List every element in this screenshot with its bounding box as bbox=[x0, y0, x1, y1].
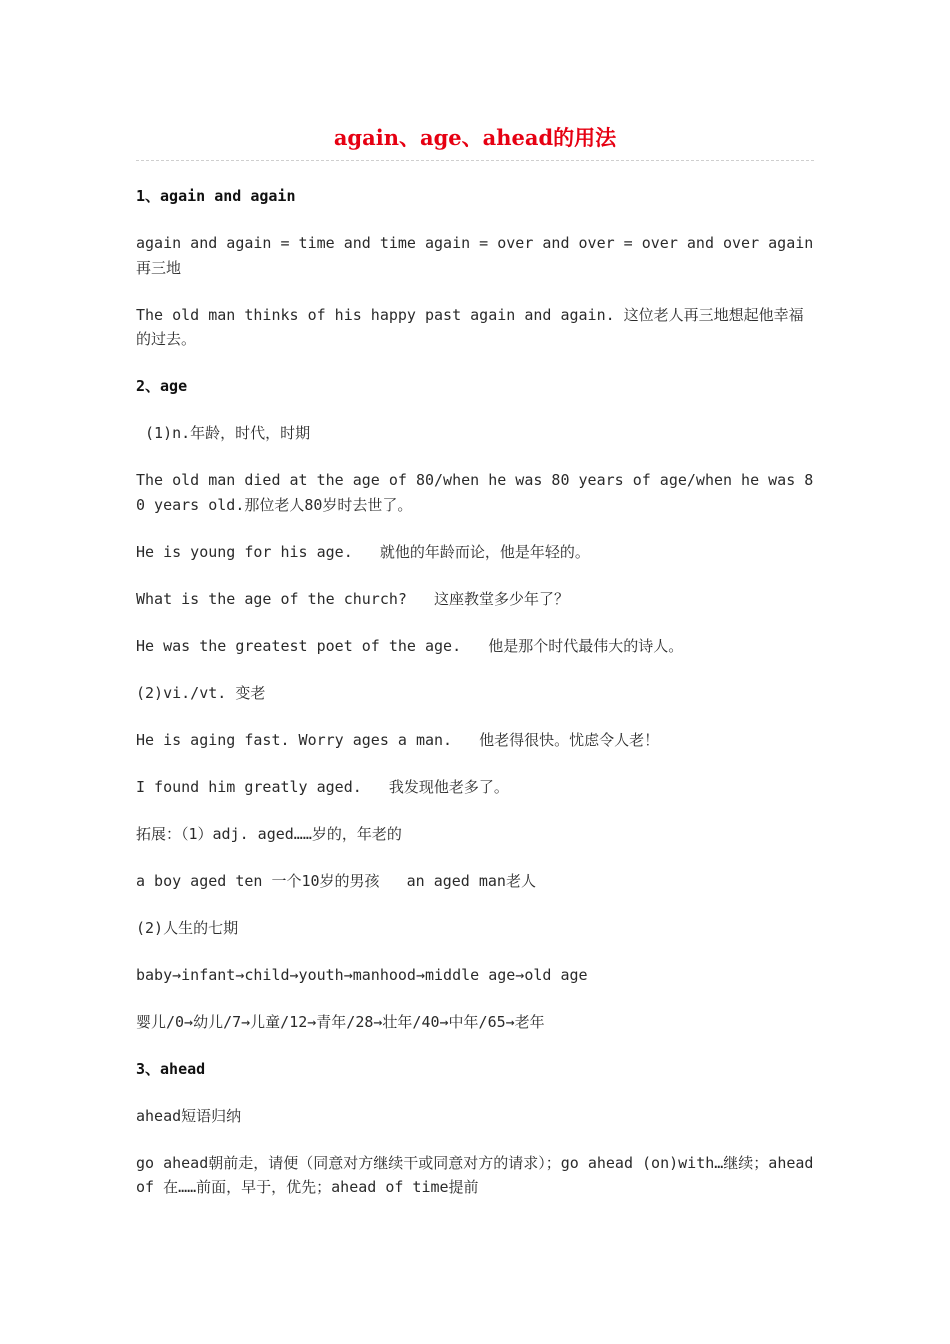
paragraph: He is young for his age. 就他的年龄而论，他是年轻的。 bbox=[136, 542, 590, 561]
paragraph: ahead短语归纳 bbox=[136, 1106, 242, 1125]
section-heading-again: 1、again and again bbox=[136, 187, 296, 205]
paragraph: The old man died at the age of 80/when he was 80 years of age/when he was 80 years old.那位老人80岁时去世了。 bbox=[136, 471, 814, 514]
paragraph: (2)人生的七期 bbox=[136, 918, 239, 937]
document-title: again、age、ahead的用法 bbox=[333, 125, 617, 150]
paragraph: 拓展：（1）adj. aged……岁的，年老的 bbox=[136, 824, 402, 843]
paragraph: 婴儿/0→幼儿/7→儿童/12→青年/28→壮年/40→中年/65→老年 bbox=[136, 1012, 545, 1031]
paragraph: What is the age of the church? 这座教堂多少年了？ bbox=[136, 589, 570, 608]
paragraph: baby→infant→child→youth→manhood→middle age→old age bbox=[136, 965, 588, 984]
paragraph: (1)n.年龄，时代，时期 bbox=[136, 424, 311, 442]
section-heading-age: 2、age bbox=[136, 377, 188, 395]
paragraph: The old man thinks of his happy past again and again. 这位老人再三地想起他幸福的过去。 bbox=[136, 305, 804, 348]
title-divider bbox=[136, 160, 814, 161]
paragraph: a boy aged ten 一个10岁的男孩 an aged man老人 bbox=[136, 871, 536, 890]
paragraph: go ahead朝前走，请便（同意对方继续干或同意对方的请求）；go ahead (on)with…继续；ahead of 在……前面，早于，优先；ahead of time提前 bbox=[136, 1153, 823, 1196]
paragraph: He is aging fast. Worry ages a man. 他老得很快。忧虑令人老！ bbox=[136, 730, 660, 749]
section-heading-ahead: 3、ahead bbox=[136, 1059, 206, 1078]
paragraph: He was the greatest poet of the age. 他是那个时代最伟大的诗人。 bbox=[136, 636, 684, 655]
document-body bbox=[136, 184, 823, 1222]
paragraph: again and again = time and time again = over and over = over and over again再三地 bbox=[136, 234, 814, 277]
paragraph: I found him greatly aged. 我发现他老多了。 bbox=[136, 777, 509, 796]
paragraph: (2)vi./vt. 变老 bbox=[136, 683, 266, 702]
